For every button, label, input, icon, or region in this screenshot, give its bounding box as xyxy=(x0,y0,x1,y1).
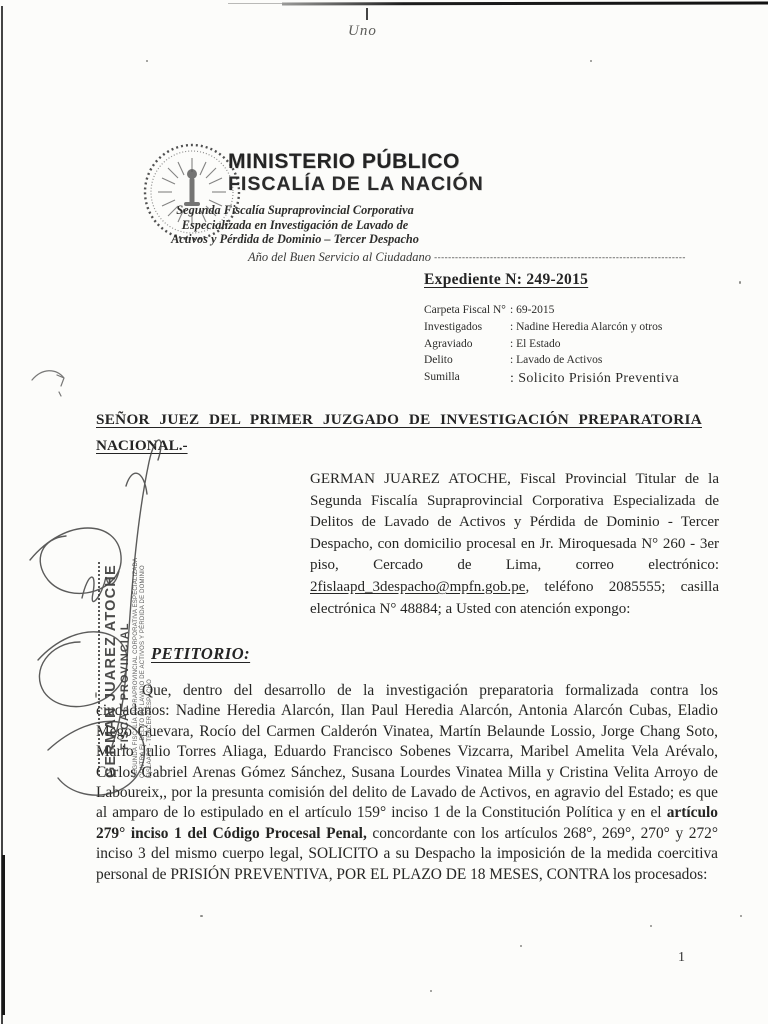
org-name-line2: FISCALÍA DE LA NACIÓN xyxy=(228,173,484,195)
scan-speckle xyxy=(520,945,522,947)
stamp-prosecutor-title: FISCAL PROVINCIAL xyxy=(119,622,131,750)
folio-word: Uno xyxy=(348,23,377,39)
stamp-office-line3: FISLAAPD - TERCER DESPACHO xyxy=(147,679,153,778)
office-description xyxy=(130,203,460,247)
stamp-prosecutor-name: GERMAN JUAREZ ATOCHE xyxy=(103,564,119,778)
case-fields xyxy=(424,302,724,388)
addressee-heading xyxy=(96,411,718,455)
case-field-label: Sumilla xyxy=(424,371,460,384)
petition-paragraph: Que, dentro del desarrollo de la investigación preparatoria formalizada contra los ciudadanos: Nadine Heredia Alarcón, Ilan Paul Heredia Alarcón, Antonia Alarcón Cubas, Eladio Mego Guevara, Rocío del Carmen Calderón Vinatea, Martín Belaunde Lossio, Jorge Chang Soto, Mario Julio Torres Aliaga, Eduardo Francisco Sobenes Vizcarra, Maribel Amelita Vela Arévalo, Carlos Gabriel Arenas Gómez Sánchez, Susana Lourdes Vinatea Milla y Cristina Velita Arroyo de Laboureix,, por la presunta comisión del delito de Lavado de Activos, en agravio del Estado; es que al amparo de lo estipulado en el artículo 159° inciso 1 de la Constitución Política y en el artículo 279° inciso 1 del Código Procesal Penal, concordante con los artículos 268°, 269°, 270° y 272° inciso 3 del mismo cuerpo legal, SOLICITO a su Despacho la imposición de la medida coercitiva personal de PRISIÓN PREVENTIVA, POR EL PLAZO DE 18 MESES, CONTRA los procesados: xyxy=(96,682,718,883)
case-field-label: Agraviado xyxy=(424,337,473,350)
case-field-label: Investigados xyxy=(424,320,483,333)
scan-left-edge-dark-segment xyxy=(2,855,5,1015)
case-field-value: : Solicito Prisión Preventiva xyxy=(510,371,680,387)
addressee-line2: NACIONAL.- xyxy=(96,437,188,454)
stamp-office-line2: CONTRA EL DELITO DE LAVADO DE ACTIVOS Y PÉRDIDA DE DOMINIO xyxy=(140,565,146,778)
expediente-number: Expediente N: 249-2015 xyxy=(424,271,589,288)
scan-speckle xyxy=(650,925,652,927)
case-field-row xyxy=(424,369,724,388)
scan-top-edge-faint xyxy=(228,3,288,4)
motto-dashed-rule: ------------------------------------------------------------------------ xyxy=(434,252,686,262)
office-line: Especializada en Investigación de Lavado de xyxy=(181,217,409,232)
case-field-row xyxy=(424,302,724,319)
case-field-label: Delito xyxy=(424,354,453,367)
page-number: 1 xyxy=(678,950,685,965)
case-field-row xyxy=(424,352,724,369)
scan-speckle xyxy=(200,915,203,917)
scan-speckle xyxy=(740,915,742,917)
stamp-office-line1: SEGUNDA FISCALÍA SUPRAPROVINCIAL CORPORATIVA ESPECIALIZADA xyxy=(133,557,139,778)
prosecutor-intro-paragraph: GERMAN JUAREZ ATOCHE, Fiscal Provincial Titular de la Segunda Fiscalía Supraprovincial Corporativa Especializada de Delitos de Lavado de Activos y Pérdida de Dominio - Tercer Despacho, con domicilio procesal en Jr. Miroquesada N° 260 - 3er piso, Cercado de Lima, correo electrónico: 2fislaapd_3despacho@mpfn.gob.pe, teléfono 2085555; casilla electrónica N° 48884; a Usted con atención expongo: xyxy=(310,471,719,617)
scan-speckle xyxy=(95,692,97,698)
case-field-value: : El Estado xyxy=(510,337,561,350)
addressee-line1: SEÑOR JUEZ DEL PRIMER JUZGADO DE INVESTIGACIÓN PREPARATORIA xyxy=(96,411,702,428)
scan-speckle xyxy=(590,60,592,62)
office-line: Activos y Pérdida de Dominio – Tercer Despacho xyxy=(171,232,419,246)
scan-speckle xyxy=(739,281,741,284)
case-field-row xyxy=(424,319,724,336)
office-line: Segunda Fiscalía Supraprovincial Corporativa xyxy=(176,203,414,217)
case-field-value: : Nadine Heredia Alarcón y otros xyxy=(510,320,663,333)
case-field-label: Carpeta Fiscal N° xyxy=(424,304,506,316)
scan-top-edge xyxy=(282,1,768,5)
org-name-line1: MINISTERIO PÚBLICO xyxy=(228,150,460,173)
signature-scrawl xyxy=(8,428,183,798)
scan-speckle xyxy=(146,60,148,62)
case-field-value: : 69-2015 xyxy=(510,304,555,316)
motto-text: Año del Buen Servicio al Ciudadano xyxy=(248,250,431,264)
petitorio-heading: PETITORIO: xyxy=(151,644,251,663)
fold-mark xyxy=(366,8,368,20)
margin-hook-mark xyxy=(28,366,73,398)
motto-row xyxy=(248,250,708,265)
scan-speckle xyxy=(430,990,432,992)
case-field-value: : Lavado de Activos xyxy=(510,354,603,367)
case-field-row xyxy=(424,336,724,353)
